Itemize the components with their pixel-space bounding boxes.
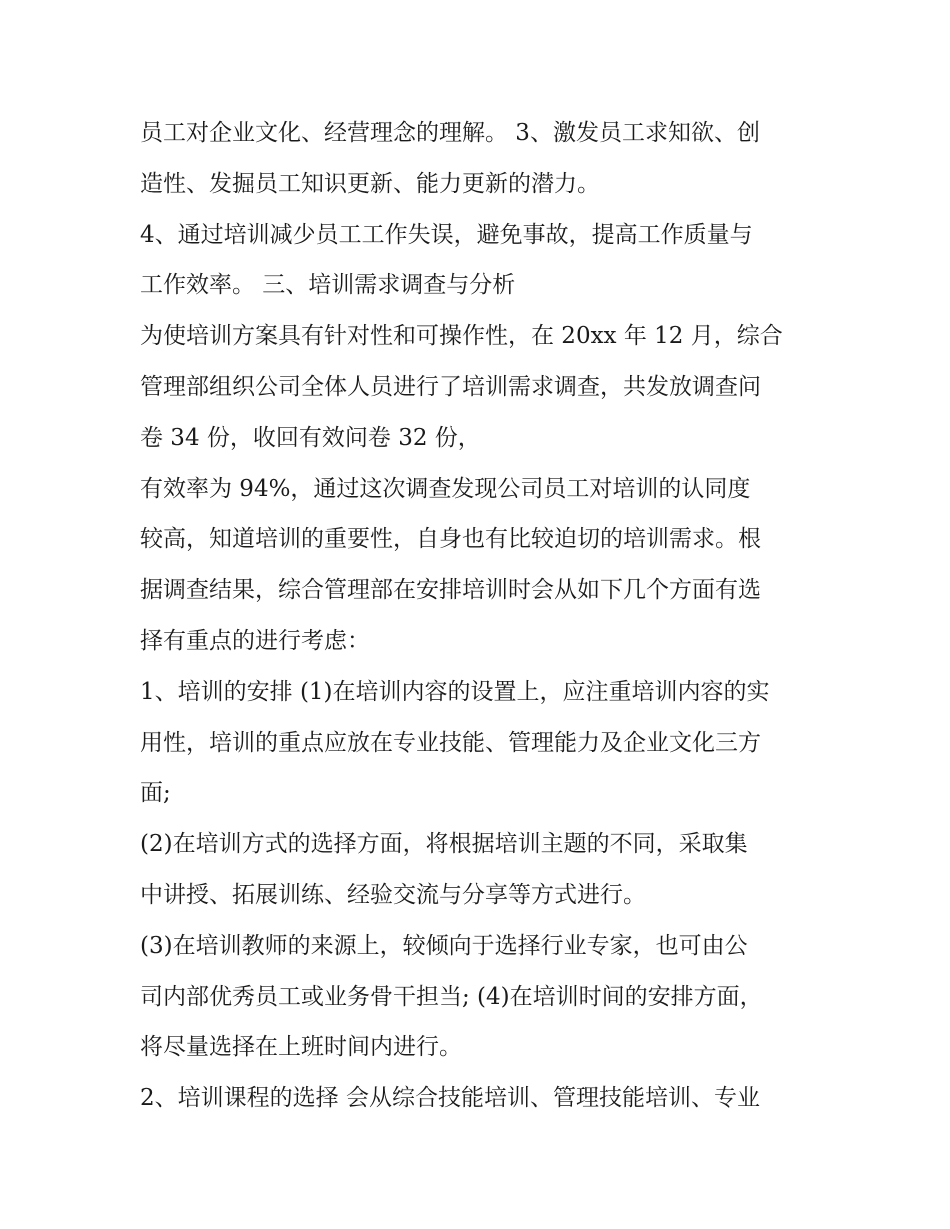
text-line: 择有重点的进行考虑： [140, 627, 370, 654]
text-line: 卷 34 份，收回有效问卷 32 份， [140, 424, 481, 451]
text-line: 据调查结果，综合管理部在安排培训时会从如下几个方面有选 [140, 577, 761, 604]
text-line: 司内部优秀员工或业务骨干担当; (4)在培训时间的安排方面， [140, 983, 763, 1010]
text-line: (2)在培训方式的选择方面，将根据培训主题的不同，采取集 [140, 831, 748, 858]
document-body [140, 108, 820, 1124]
text-line: 用性，培训的重点应放在专业技能、管理能力及企业文化三方 [140, 729, 761, 756]
text-line: 员工对企业文化、经营理念的理解。 3、激发员工求知欲、创 [140, 120, 760, 146]
text-line: (3)在培训教师的来源上，较倾向于选择行业专家，也可由公 [140, 932, 748, 959]
text-line: 1、培训的安排 (1)在培训内容的设置上，应注重培训内容的实 [140, 678, 770, 705]
text-line: 面; [140, 780, 171, 807]
text-line: 为使培训方案具有针对性和可操作性，在 20xx 年 12 月，综合 [140, 323, 783, 350]
text-line: 4、通过培训减少员工工作失误，避免事故，提高工作质量与 [140, 221, 753, 248]
text-line: 管理部组织公司全体人员进行了培训需求调查，共发放调查问 [140, 373, 761, 400]
text-line: 将尽量选择在上班时间内进行。 [140, 1034, 462, 1061]
text-line: 有效率为 94%，通过这次调查发现公司员工对培训的认同度 [140, 475, 751, 502]
text-line: 工作效率。 三、培训需求调查与分析 [140, 272, 516, 299]
text-line: 较高，知道培训的重要性，自身也有比较迫切的培训需求。根 [140, 526, 761, 553]
text-line: 造性、发掘员工知识更新、能力更新的潜力。 [140, 170, 600, 197]
text-line: 2、培训课程的选择 会从综合技能培训、管理技能培训、专业 [140, 1085, 760, 1112]
text-line: 中讲授、拓展训练、经验交流与分享等方式进行。 [140, 881, 646, 908]
